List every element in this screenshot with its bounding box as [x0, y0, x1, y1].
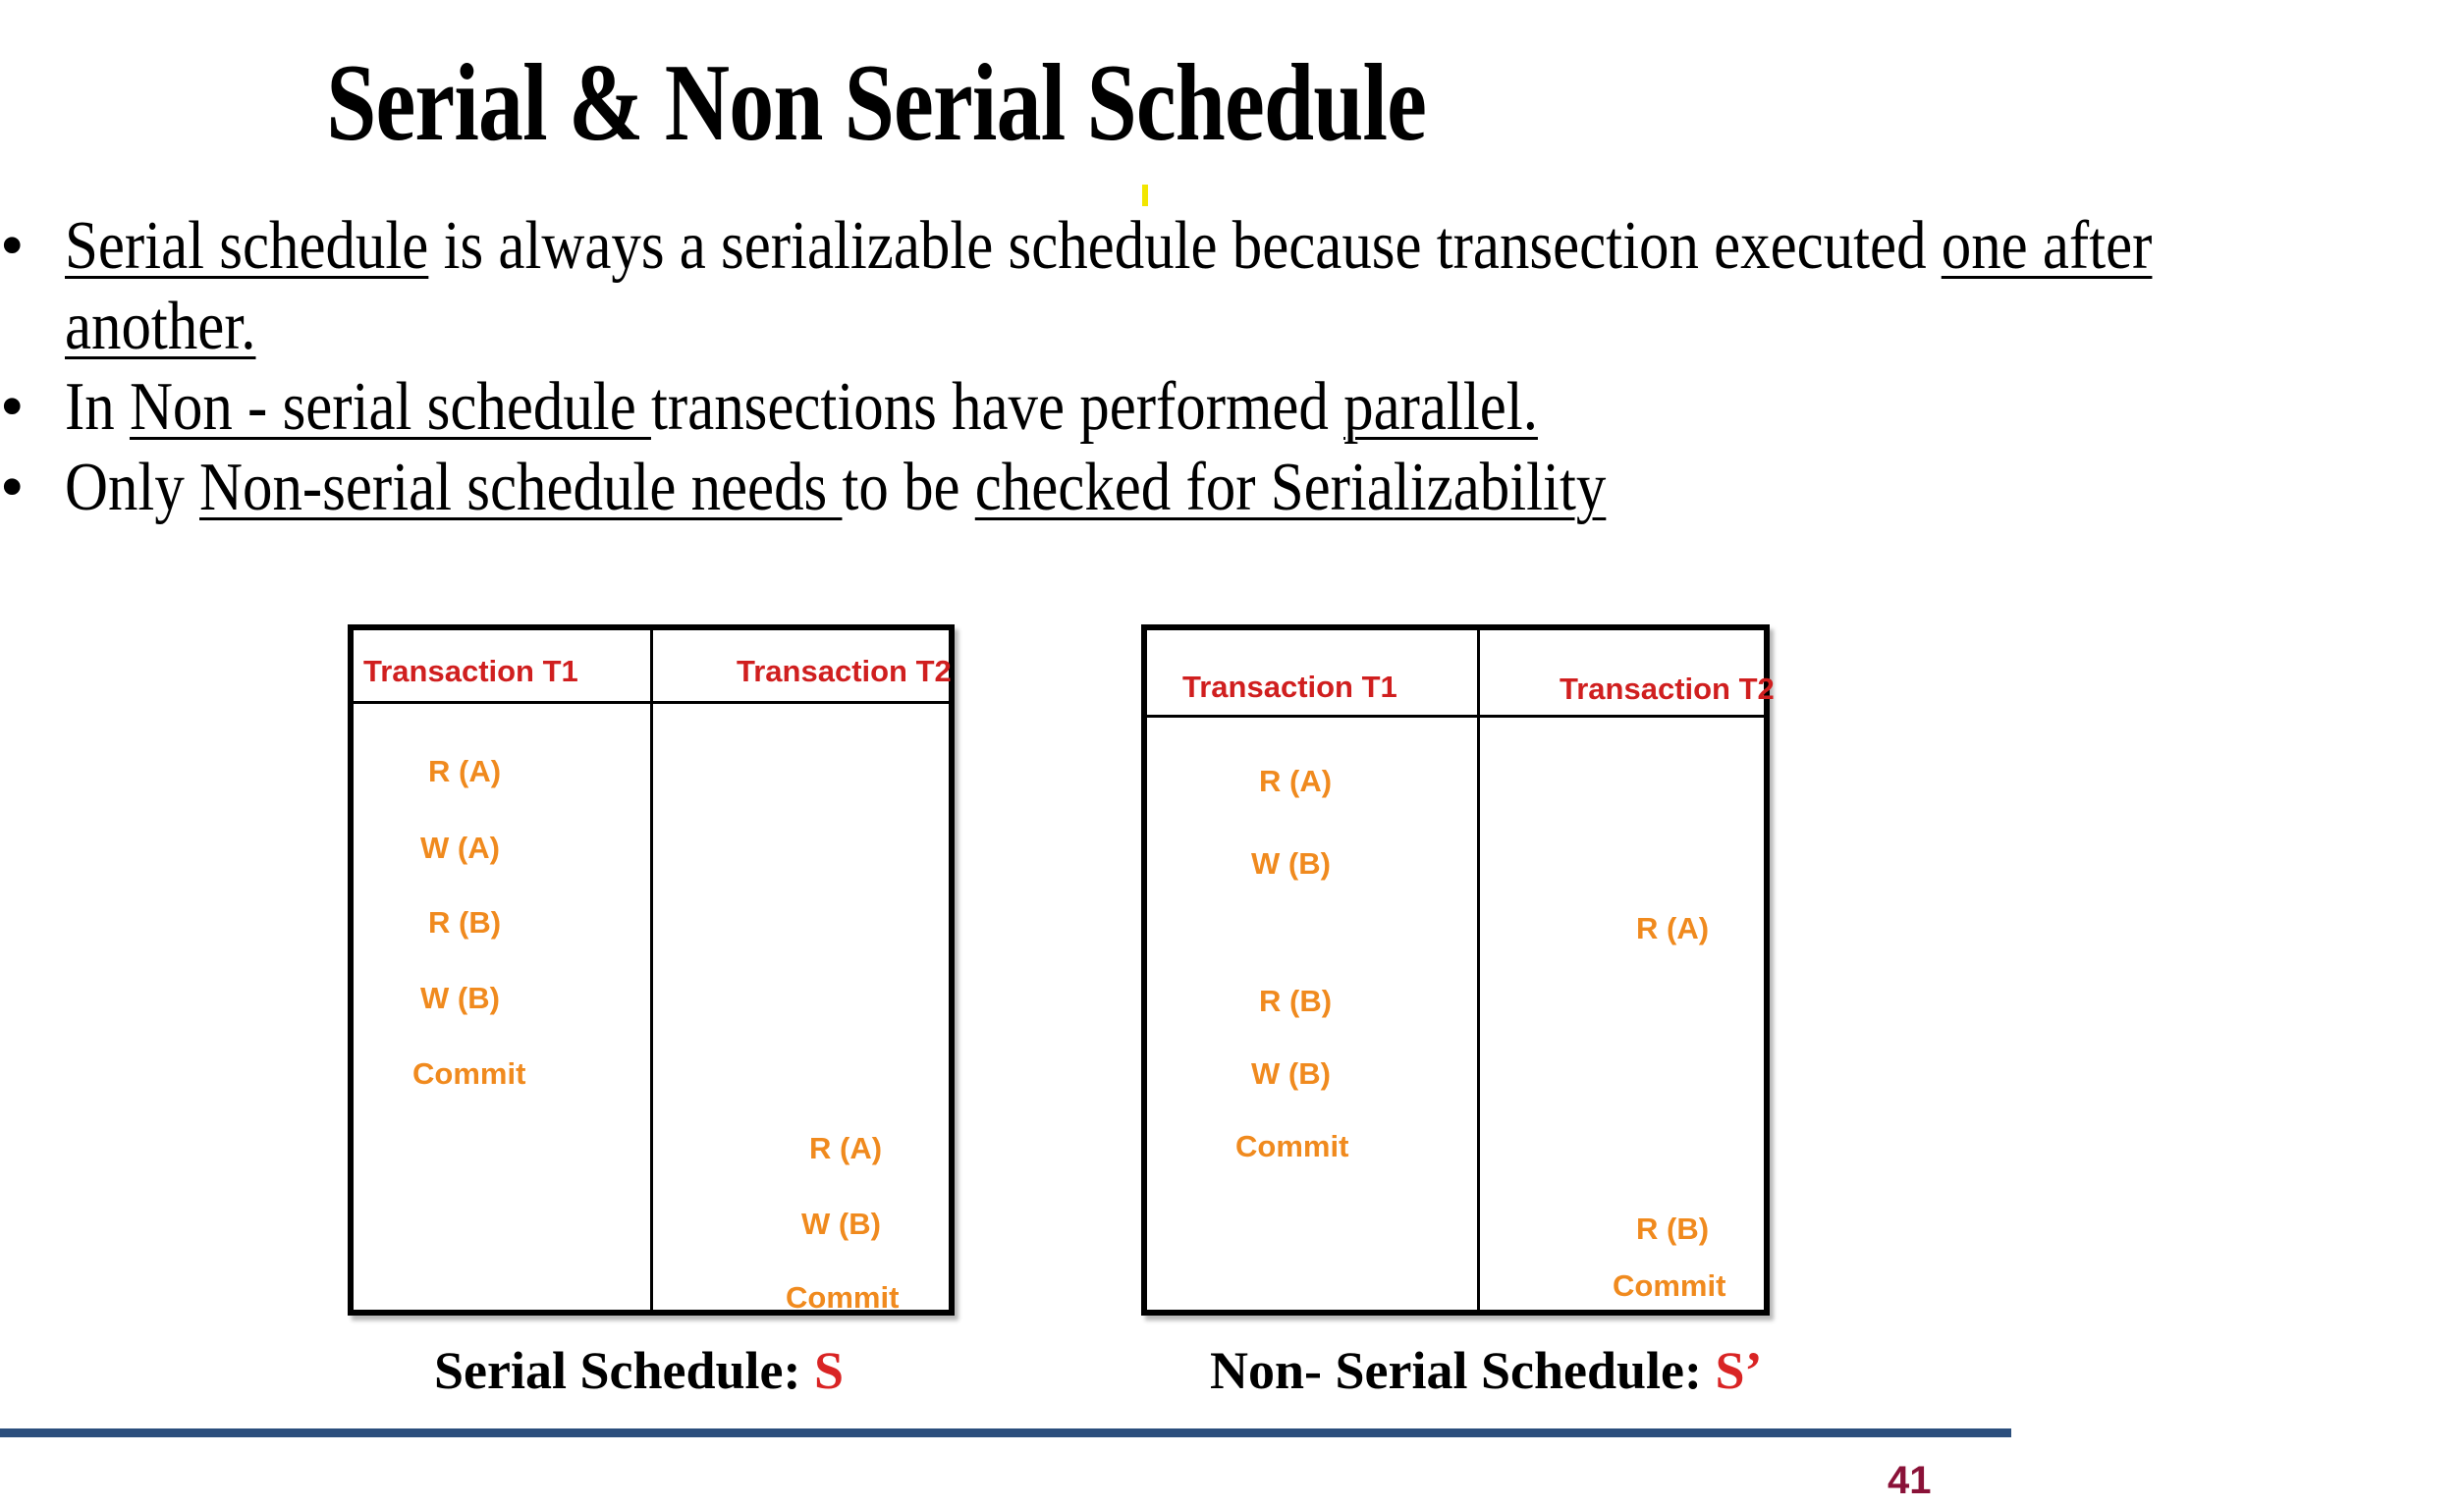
- bullet-phrase: checked for Serializability: [974, 450, 1607, 525]
- serial-schedule-caption: [434, 1341, 844, 1400]
- t1-operation: W (A): [420, 831, 500, 865]
- bullet-phrase: parallel.: [1343, 369, 1538, 445]
- t1-operation: R (A): [428, 754, 502, 788]
- bullet-dot-icon: •: [0, 450, 25, 525]
- bullet-phrase: Non - serial schedule: [129, 369, 651, 445]
- t2-operation: R (A): [1636, 911, 1710, 945]
- t1-operation: Commit: [412, 1056, 526, 1091]
- nonserial-schedule-caption: [1210, 1341, 1763, 1400]
- t1-operation: R (A): [1259, 764, 1333, 798]
- header-transaction-t2: Transaction T2: [737, 654, 952, 688]
- bullet-text-2: [65, 367, 1538, 448]
- header-transaction-t1: Transaction T1: [1182, 670, 1397, 704]
- t1-operation: Commit: [1235, 1129, 1349, 1163]
- bullet-text-3: [65, 448, 1606, 528]
- serial-schedule-table: [348, 624, 955, 1316]
- bullet-phrase: one after: [1941, 208, 2153, 284]
- column-divider: [1477, 630, 1480, 1310]
- caption-label: Non- Serial Schedule:: [1210, 1341, 1716, 1400]
- header-transaction-t1: Transaction T1: [363, 654, 578, 688]
- column-divider: [650, 630, 653, 1310]
- t1-operation: W (B): [1251, 1056, 1331, 1091]
- t1-operation: W (B): [420, 981, 500, 1015]
- bullet-dot-icon: •: [0, 208, 25, 284]
- header-transaction-t2: Transaction T2: [1560, 672, 1775, 706]
- t1-operation: R (B): [1259, 984, 1333, 1018]
- bullet-item-1-continuation: [0, 287, 2011, 367]
- bullet-phrase: Only: [65, 450, 200, 525]
- caption-symbol: S’: [1715, 1341, 1763, 1400]
- bullet-phrase: In: [65, 369, 130, 445]
- bullet-phrase: another.: [65, 289, 256, 364]
- t2-operation: Commit: [786, 1280, 900, 1315]
- t2-operation: Commit: [1613, 1268, 1726, 1303]
- page-number: 41: [1888, 1459, 1932, 1502]
- text-cursor-mark: [1142, 185, 1148, 206]
- bullet-phrase: Serial schedule: [65, 208, 429, 284]
- header-divider: [354, 701, 949, 704]
- bullet-list: [0, 206, 2153, 528]
- t2-operation: W (B): [801, 1207, 881, 1241]
- bullet-text-1: [65, 206, 2152, 287]
- caption-symbol: S: [814, 1341, 845, 1400]
- t2-operation: R (B): [1636, 1212, 1710, 1246]
- bullet-phrase: is always a serializable schedule because transection executed: [428, 208, 1942, 284]
- t1-operation: R (B): [428, 905, 502, 940]
- footer-divider-bar: [0, 1428, 2011, 1437]
- bullet-phrase: transections have performed: [650, 369, 1344, 445]
- t1-operation: W (B): [1251, 846, 1331, 881]
- bullet-dot-icon: •: [0, 369, 25, 445]
- slide-title: Serial & Non Serial Schedule: [326, 42, 1427, 164]
- t2-operation: R (A): [809, 1131, 883, 1165]
- header-divider: [1147, 715, 1764, 718]
- caption-label: Serial Schedule:: [434, 1341, 814, 1400]
- bullet-item-2: [0, 367, 2011, 448]
- nonserial-schedule-table: [1141, 624, 1775, 1316]
- bullet-item-1: [0, 206, 2153, 287]
- bullet-phrase: to be: [842, 450, 975, 525]
- bullet-item-3: [0, 448, 2011, 528]
- bullet-phrase: Non-serial schedule needs: [199, 450, 843, 525]
